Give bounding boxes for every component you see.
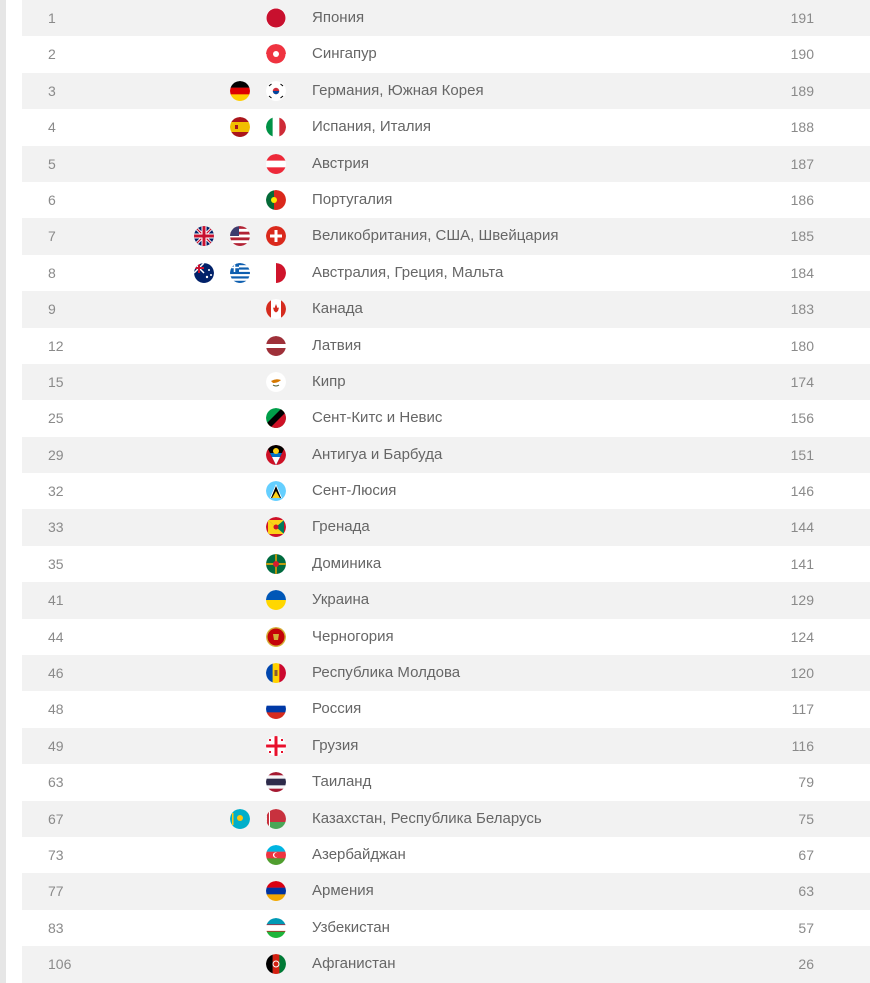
flags-cell [266,372,286,392]
rank-cell: 67 [48,810,64,827]
switzerland-flag-icon [266,226,286,246]
country-cell: Гренада [312,518,370,536]
score-cell: 120 [790,665,814,682]
score-cell: 188 [790,119,814,136]
score-cell: 156 [790,410,814,427]
table-row [22,109,870,145]
score-cell: 187 [790,155,814,172]
ranking-table [22,0,870,983]
flags-cell [266,336,286,356]
table-row [22,364,870,400]
rank-cell: 6 [48,191,56,208]
rank-cell: 5 [48,155,56,172]
score-cell: 174 [790,373,814,390]
rank-cell: 7 [48,228,56,245]
spain-flag-icon [230,117,250,137]
germany-flag-icon [230,81,250,101]
rank-cell: 48 [48,701,64,718]
kazakhstan-flag-icon [230,809,250,829]
singapore-flag-icon [266,44,286,64]
rank-cell: 44 [48,628,64,645]
rank-cell: 9 [48,301,56,318]
table-row [22,291,870,327]
country-cell: Афганистан [312,955,396,973]
table-row [22,36,870,72]
south-korea-flag-icon [266,81,286,101]
rank-cell: 49 [48,737,64,754]
rank-cell: 35 [48,555,64,572]
table-row [22,509,870,545]
greece-flag-icon [230,263,250,283]
rank-cell: 63 [48,774,64,791]
score-cell: 116 [791,737,814,754]
score-cell: 180 [790,337,814,354]
flags-cell [194,226,286,246]
score-cell: 124 [790,628,814,645]
flags-cell [266,481,286,501]
score-cell: 67 [798,846,814,863]
saint-lucia-flag-icon [266,481,286,501]
latvia-flag-icon [266,336,286,356]
table-row [22,582,870,618]
rank-cell: 29 [48,446,64,463]
australia-flag-icon [194,263,214,283]
score-cell: 117 [791,701,814,718]
flags-cell [266,699,286,719]
flags-cell [266,772,286,792]
table-row [22,73,870,109]
rank-cell: 33 [48,519,64,536]
rank-cell: 25 [48,410,64,427]
score-cell: 129 [790,592,814,609]
grenada-flag-icon [266,517,286,537]
dominica-flag-icon [266,554,286,574]
flags-cell [230,117,286,137]
flags-cell [266,663,286,683]
country-cell: Азербайджан [312,845,406,863]
table-row [22,182,870,218]
belarus-flag-icon [266,809,286,829]
malta-flag-icon [266,263,286,283]
rank-cell: 4 [48,119,56,136]
score-cell: 57 [798,919,814,936]
score-cell: 26 [798,956,814,973]
country-cell: Португалия [312,190,393,208]
country-cell: Грузия [312,736,359,754]
country-cell: Канада [312,300,363,318]
score-cell: 183 [790,301,814,318]
canada-flag-icon [266,299,286,319]
moldova-flag-icon [266,663,286,683]
afghanistan-flag-icon [266,954,286,974]
rank-cell: 8 [48,264,56,281]
rank-cell: 73 [48,846,64,863]
table-row [22,400,870,436]
cyprus-flag-icon [266,372,286,392]
flags-cell [266,554,286,574]
table-row [22,0,870,36]
rank-cell: 3 [48,82,56,99]
rank-cell: 12 [48,337,64,354]
flags-cell [266,8,286,28]
rank-cell: 41 [48,592,64,609]
usa-flag-icon [230,226,250,246]
table-row [22,691,870,727]
flags-cell [266,918,286,938]
country-cell: Антигуа и Барбуда [312,445,443,463]
score-cell: 191 [790,10,814,26]
uk-flag-icon [194,226,214,246]
japan-flag-icon [266,8,286,28]
table-row [22,473,870,509]
rank-cell: 46 [48,665,64,682]
italy-flag-icon [266,117,286,137]
table-row [22,837,870,873]
montenegro-flag-icon [266,627,286,647]
table-row [22,655,870,691]
rank-cell: 77 [48,883,64,900]
country-cell: Германия, Южная Корея [312,81,484,99]
country-cell: Доминика [312,554,382,572]
country-cell: Сент-Китс и Невис [312,409,443,427]
left-border [0,0,6,983]
azerbaijan-flag-icon [266,845,286,865]
country-cell: Австрия [312,154,370,172]
rank-cell: 83 [48,919,64,936]
score-cell: 146 [790,483,814,500]
score-cell: 184 [790,264,814,281]
table-row [22,764,870,800]
country-cell: Узбекистан [312,918,390,936]
georgia-flag-icon [266,736,286,756]
flags-cell [266,590,286,610]
flags-cell [266,627,286,647]
score-cell: 185 [790,228,814,245]
country-cell: Украина [312,591,370,609]
table-row [22,801,870,837]
rank-cell: 32 [48,483,64,500]
country-cell: Сингапур [312,45,377,63]
portugal-flag-icon [266,190,286,210]
country-cell: Черногория [312,627,394,645]
flags-cell [266,517,286,537]
score-cell: 144 [790,519,814,536]
country-cell: Кипр [312,372,346,390]
table-row [22,910,870,946]
flags-cell [266,44,286,64]
russia-flag-icon [266,699,286,719]
table-row [22,255,870,291]
armenia-flag-icon [266,881,286,901]
country-cell: Таиланд [312,773,372,791]
country-cell: Республика Молдова [312,664,461,682]
country-cell: Япония [312,9,365,26]
score-cell: 79 [798,774,814,791]
table-row [22,328,870,364]
country-cell: Великобритания, США, Швейцария [312,227,559,245]
score-cell: 151 [790,446,814,463]
flags-cell [266,190,286,210]
score-cell: 63 [798,883,814,900]
rank-cell: 15 [48,373,64,390]
saint-kitts-nevis-flag-icon [266,408,286,428]
table-row [22,437,870,473]
score-cell: 141 [790,555,814,572]
flags-cell [230,809,286,829]
rank-cell: 1 [48,10,56,26]
score-cell: 189 [790,82,814,99]
table-row [22,946,870,982]
ukraine-flag-icon [266,590,286,610]
table-row [22,728,870,764]
thailand-flag-icon [266,772,286,792]
country-cell: Казахстан, Республика Беларусь [312,809,542,827]
flags-cell [266,445,286,465]
flags-cell [266,299,286,319]
rank-cell: 2 [48,46,56,63]
flags-cell [266,408,286,428]
flags-cell [194,263,286,283]
country-cell: Латвия [312,336,362,354]
flags-cell [266,881,286,901]
flags-cell [266,154,286,174]
country-cell: Армения [312,882,374,900]
score-cell: 190 [790,46,814,63]
flags-cell [266,736,286,756]
flags-cell [266,954,286,974]
table-row [22,873,870,909]
antigua-barbuda-flag-icon [266,445,286,465]
country-cell: Россия [312,700,362,718]
score-cell: 75 [798,810,814,827]
flags-cell [230,81,286,101]
austria-flag-icon [266,154,286,174]
score-cell: 186 [790,191,814,208]
rank-cell: 106 [48,956,72,973]
uzbekistan-flag-icon [266,918,286,938]
table-row [22,619,870,655]
flags-cell [266,845,286,865]
country-cell: Сент-Люсия [312,482,397,500]
table-row [22,218,870,254]
table-row [22,546,870,582]
country-cell: Австралия, Греция, Мальта [312,263,504,281]
table-row [22,146,870,182]
country-cell: Испания, Италия [312,118,431,136]
